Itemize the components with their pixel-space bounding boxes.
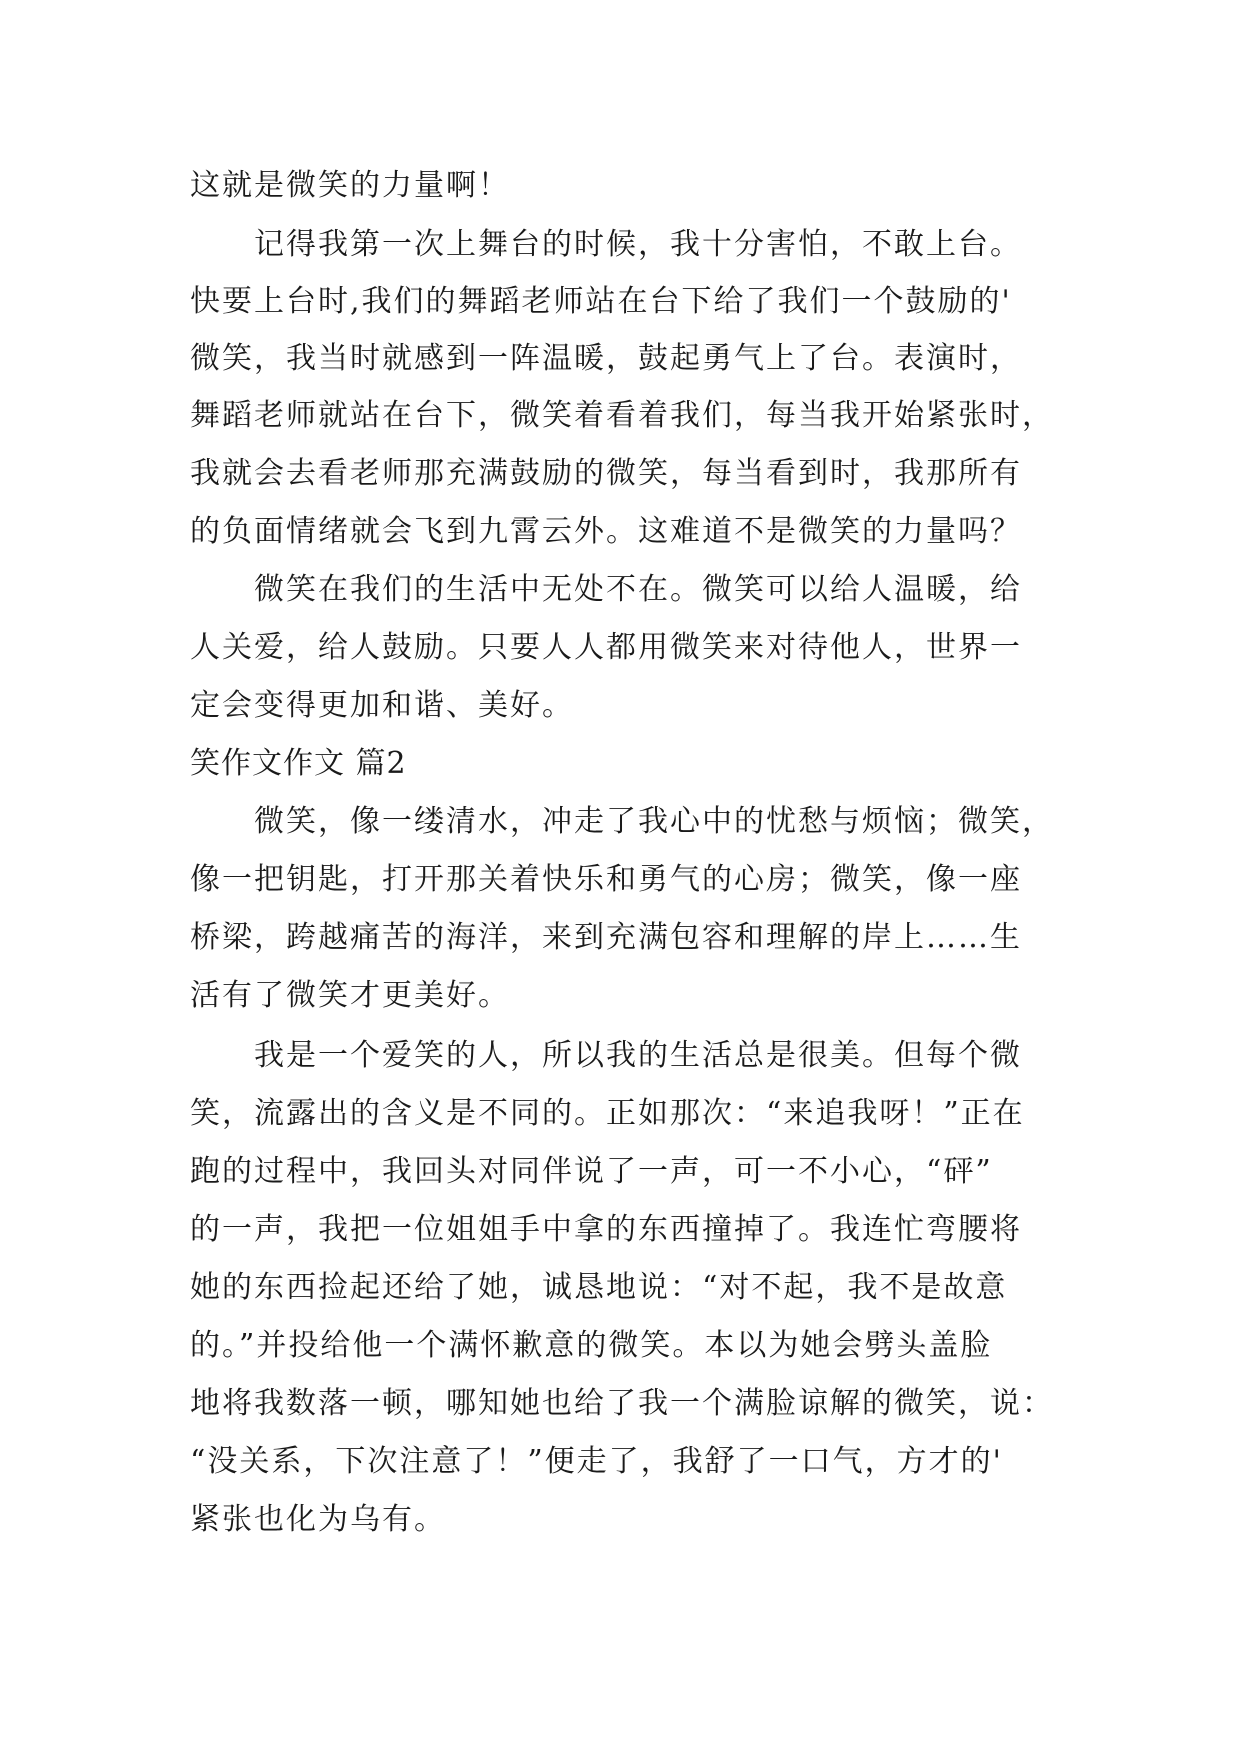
text-line: 跑的过程中，我回头对同伴说了一声，可一不小心，“砰” [190,1154,993,1189]
text-line: 人关爱，给人鼓励。只要人人都用微笑来对待他人，世界一 [190,630,1022,665]
text-line: 微笑，我当时就感到一阵温暖，鼓起勇气上了台。表演时， [190,341,1022,376]
text-line: 舞蹈老师就站在台下，微笑着看着我们，每当我开始紧张时， [190,398,1054,433]
text-line: 活有了微笑才更美好。 [190,978,510,1013]
text-line: 地将我数落一顿，哪知她也给了我一个满脸谅解的微笑，说： [190,1386,1054,1421]
text-line: 的。”并投给他一个满怀歉意的微笑。本以为她会劈头盖脸 [190,1328,993,1363]
paragraph-start-line: 微笑在我们的生活中无处不在。微笑可以给人温暖，给 [254,572,1022,607]
text-line: 像一把钥匙，打开那关着快乐和勇气的心房；微笑，像一座 [190,862,1022,897]
paragraph-start-line: 我是一个爱笑的人，所以我的生活总是很美。但每个微 [254,1038,1022,1073]
text-line: 这就是微笑的力量啊！ [190,168,510,203]
text-line: 紧张也化为乌有。 [190,1502,446,1537]
text-line: 我就会去看老师那充满鼓励的微笑，每当看到时，我那所有 [190,456,1022,491]
text-line: 的负面情绪就会飞到九霄云外。这难道不是微笑的力量吗？ [190,514,1022,549]
text-line: “没关系，下次注意了！”便走了，我舒了一口气，方才的' [190,1444,1003,1479]
paragraph-start-line: 微笑，像一缕清水，冲走了我心中的忧愁与烦恼；微笑， [254,804,1054,839]
paragraph-start-line: 记得我第一次上舞台的时候，我十分害怕，不敢上台。 [254,227,1022,262]
text-line: 桥梁，跨越痛苦的海洋，来到充满包容和理解的岸上……生 [190,920,1022,955]
text-line: 她的东西捡起还给了她，诚恳地说：“对不起，我不是故意 [190,1270,1008,1305]
text-line: 快要上台时,我们的舞蹈老师站在台下给了我们一个鼓励的' [190,284,1012,319]
text-line: 定会变得更加和谐、美好。 [190,688,574,723]
section-heading: 笑作文作文 篇2 [190,746,407,781]
text-line: 笑，流露出的含义是不同的。正如那次：“来追我呀！”正在 [190,1096,1025,1131]
text-line: 的一声，我把一位姐姐手中拿的东西撞掉了。我连忙弯腰将 [190,1212,1022,1247]
